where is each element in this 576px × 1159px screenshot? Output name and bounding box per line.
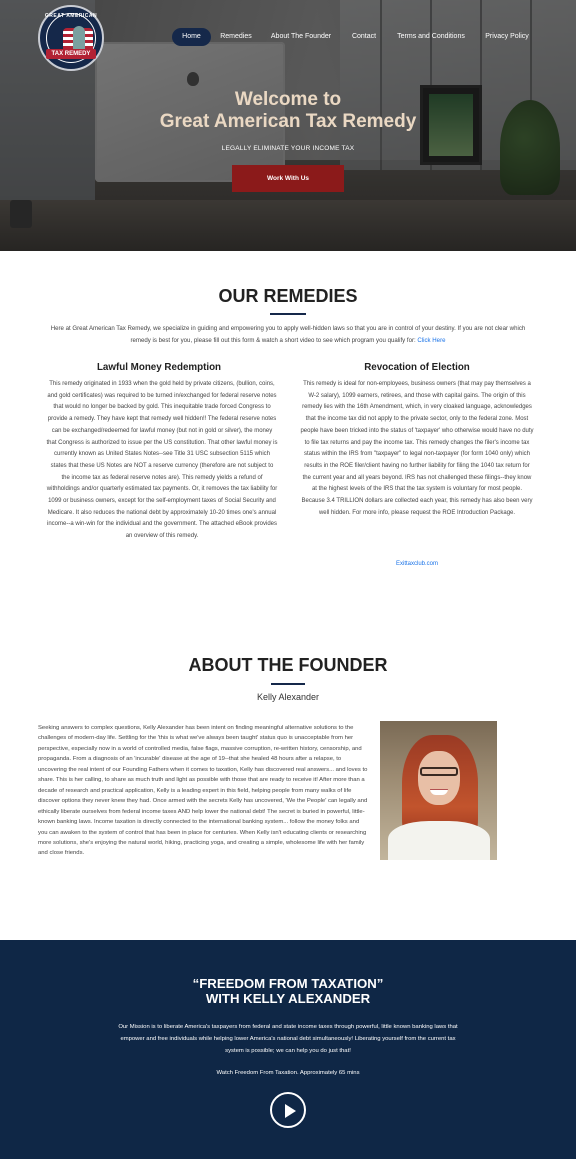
revocation-title: Revocation of Election (364, 362, 470, 373)
logo-banner-text: TAX REMEDY (46, 49, 96, 59)
hero-title-line1: Welcome to (234, 89, 342, 110)
nav-home[interactable]: Home (172, 28, 211, 46)
hero-title-line2: Great American Tax Remedy (159, 111, 417, 132)
founder-heading: ABOUT THE FOUNDER (188, 655, 388, 675)
work-with-us-button[interactable]: Work With Us (232, 165, 344, 192)
mission-title-line1: “FREEDOM FROM TAXATION” (192, 976, 384, 991)
mission-title (0, 976, 576, 1006)
founder-bio: Seeking answers to complex questions, Kelly Alexander has been intent on finding meaningful alternative solutions to the challenges of modern-day life. Settling for the 'this is what we've always been taught' status quo is unacceptable from her perspective, especially now in a world of controlled media, false flags, massive corruption, re-written history, censorship, and propaganda. From a diagnosis of an 'incurable' disease at the age of 19--that she healed 48 hours after a relapse, to uncovering the real intent of our Founding Fathers when it comes to taxation, Kelly has discovered real answers... and loves to share. This is her calling, to share as much truth and light as possible with those that are ready to receive it! After more than a decade of research and practical application, Kelly is a leading expert in this field, helping people from many walks of life discover options they never knew they had. Once armed with the secrets Kelly has uncovered, 'We the People' can legally and ethically liberate ourselves from federal income taxes AND help lower the national debt! The secret is buried in powerful, little-known banking laws. Income taxation is directly connected to the international banking system... follow the money folks and you can awaken to the system of control that has been in place for centuries. When Kelly isn't educating clients or researching more solutions, she's enjoying the natural world, hiking, practicing yoga, and creating a simple, wholesome life with her family and close friends. (38, 725, 368, 857)
nav-contact[interactable]: Contact (351, 33, 377, 40)
logo-top-text: GREAT AMERICAN (44, 13, 98, 19)
nav-privacy[interactable]: Privacy Policy (485, 33, 529, 40)
mission-text: Our Mission is to liberate America's taxpayers from federal and state income taxes through powerful, little known banking laws that empower and free individuals while helping lower America's national debt simultaneously! Liberating yourself from the current tax system is possible; we can help you do just that! (118, 1024, 458, 1054)
main-nav (0, 28, 576, 46)
lawful-money-title: Lawful Money Redemption (96, 362, 222, 373)
lawful-money-body: This remedy originated in 1933 when the gold held by private citizens, (bullion, coins, and gold certificates) was required to be turned in/exchanged for federal reserve notes that would no longer be backed by gold. This inequitable trade forced Congress to provide a remedy. They have kept that remedy well hidden!! The federal reserve notes can be exchanged/redeemed for lawful money (but not in gold or silver), the money that Congress is authorized to issue per the US constitution. That other lawful money is currently known as United States Notes--see Title 31 USC subsection 5115 which states that these US Notes are NOT a reserve currency (therefore are not subject to the income tax as federal reserve notes are). This remedy yields a refund of withholdings and/or quarterly estimated tax payments. Or, it removes the tax liability for 1099 or business owners, except for the self-employment taxes of Social Security and Medicare. It also reduces the national debt by approximately 10-20 times one's annual income--a win-win for the individual and the government. The attached eBook provides an overview of this remedy. (46, 381, 278, 540)
remedies-intro (40, 323, 536, 346)
hero-section (0, 0, 576, 251)
remedies-intro-text: Here at Great American Tax Remedy, we specialize in guiding and empowering you to apply well-hidden laws so that you are in control of your destiny. If you are not clear which remedy is best for you, please fill out this form & watch a short video to see which program you qualify for: (50, 325, 526, 344)
watch-label: Watch Freedom From Taxation. Approximately 65 mins (216, 1070, 360, 1076)
hero-subtitle: LEGALLY ELIMINATE YOUR INCOME TAX (221, 145, 355, 152)
play-icon[interactable] (270, 1092, 306, 1128)
founder-photo (380, 721, 497, 860)
revocation-body: This remedy is ideal for non-employees, business owners (that may pay themselves a W-2 salary), 1099 earners, retirees, and those with capital gains. The origin of this remedy lies with the 16th Amendment, which, in very cloaked language, acknowledges that the income tax did not apply to the private sector, only to the federal zone. Most people have been tricked into the status of 'taxpayer' who otherwise would have no duty to file tax returns and pay the income tax. This remedy changes the filer's income tax status within the IRS from "taxpayer" to legal non-taxpayer (for form 1040 only) which results in the ROE filer/client having no further liability for filing the 1040 tax return for the current year and all years beyond. IRS has not challenged these filings--they know at the highest levels of the IRS that the tax system is voluntary for most people. Because 3.4 TRILLION dollars are collected each year, this remedy has also been very well hidden. For more info, please request the ROE Introduction Package. (300, 381, 534, 516)
founder-name: Kelly Alexander (256, 692, 320, 702)
nav-terms[interactable]: Terms and Conditions (397, 33, 465, 40)
remedies-heading: OUR REMEDIES (218, 286, 358, 306)
nav-remedies[interactable]: Remedies (220, 33, 252, 40)
remedies-heading-underline (270, 313, 306, 315)
mission-title-line2: WITH KELLY ALEXANDER (205, 991, 371, 1006)
click-here-link[interactable]: Click Here (417, 336, 446, 344)
founder-heading-underline (271, 683, 305, 685)
mission-section (0, 940, 576, 1159)
hero-title (0, 89, 576, 133)
exittaxclub-link[interactable]: Exittaxclub.com (395, 561, 438, 567)
nav-about-founder[interactable]: About The Founder (270, 33, 332, 40)
